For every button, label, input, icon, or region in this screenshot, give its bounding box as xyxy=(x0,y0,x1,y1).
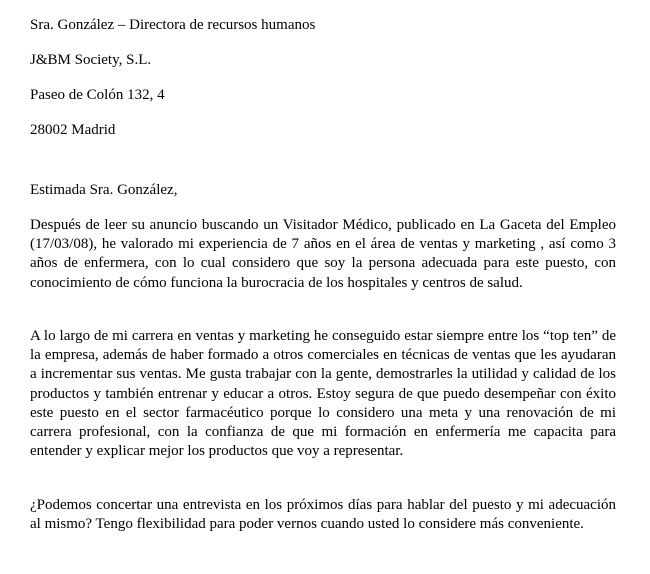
letter-paragraph-2: A lo largo de mi carrera en ventas y marketing he conseguido estar siempre entre los “top ten” de la empresa, además de haber formado a otros comerciales en técnicas de ventas que les ayudaran a incrementar sus ventas. Me gusta trabajar con la gente, demostrarles la utilidad y calidad de los productos y también entrenar y educar a otros. Estoy segura de que puedo desempeñar con éxito este puesto en el sector farmacéutico porque lo considero una meta y una renovación de mi carrera profesional, con la confianza de que mi formación en enfermería me capacita para entender y explicar mejor los productos que voy a representar. xyxy=(30,328,616,460)
recipient-street: Paseo de Colón 132, 4 xyxy=(30,87,165,103)
letter-paragraph-1: Después de leer su anuncio buscando un Visitador Médico, publicado en La Gaceta del Empleo (17/03/08), he valorado mi experiencia de 7 años en el área de ventas y marketing , así como 3 años de enfermera, con lo cual considero que soy la persona adecuada para este puesto, con conocimiento de cómo funciona la burocracia de los hospitales y centros de salud. xyxy=(30,217,616,291)
letter-greeting: Estimada Sra. González, xyxy=(30,182,178,198)
letter-paragraph-3: ¿Podemos concertar una entrevista en los próximos días para hablar del puesto y mi adecuación al mismo? Tengo flexibilidad para poder vernos cuando usted lo considere más conveniente. xyxy=(30,497,616,533)
recipient-name-line: Sra. González – Directora de recursos humanos xyxy=(30,17,316,33)
recipient-company: J&BM Society, S.L. xyxy=(30,52,152,68)
recipient-city: 28002 Madrid xyxy=(30,122,116,138)
